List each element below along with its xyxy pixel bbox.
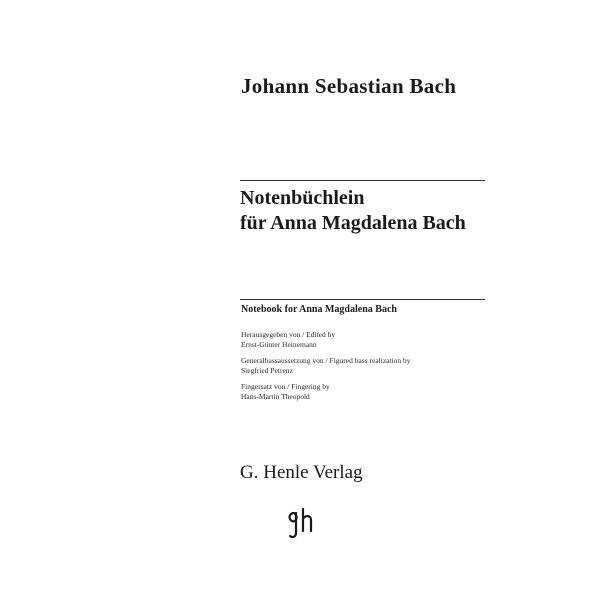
work-title-line-2: für Anna Magdalena Bach bbox=[240, 212, 466, 234]
work-title bbox=[240, 186, 466, 236]
credit-role: Generalbassaussetzung von / Figured bass realization by bbox=[241, 356, 411, 365]
english-title: Notebook for Anna Magdalena Bach bbox=[241, 304, 397, 315]
publisher-name: G. Henle Verlag bbox=[240, 462, 363, 483]
credits-block bbox=[241, 330, 411, 408]
credit-role: Herausgegeben von / Edited by bbox=[241, 330, 336, 339]
credit-person: Siegfried Petrenz bbox=[241, 366, 293, 375]
divider-rule bbox=[240, 180, 485, 181]
credit-person: Ernst-Günter Heinemann bbox=[241, 340, 317, 349]
credit-editor bbox=[241, 330, 411, 350]
credit-figured-bass bbox=[241, 356, 411, 376]
credit-role: Fingersatz von / Fingering by bbox=[241, 382, 330, 391]
composer-name: Johann Sebastian Bach bbox=[241, 74, 457, 98]
credit-fingering bbox=[241, 382, 411, 402]
henle-logo-icon bbox=[285, 507, 317, 541]
work-title-line-1: Notenbüchlein bbox=[240, 187, 365, 209]
divider-rule bbox=[240, 299, 485, 300]
credit-person: Hans-Martin Theopold bbox=[241, 392, 310, 401]
